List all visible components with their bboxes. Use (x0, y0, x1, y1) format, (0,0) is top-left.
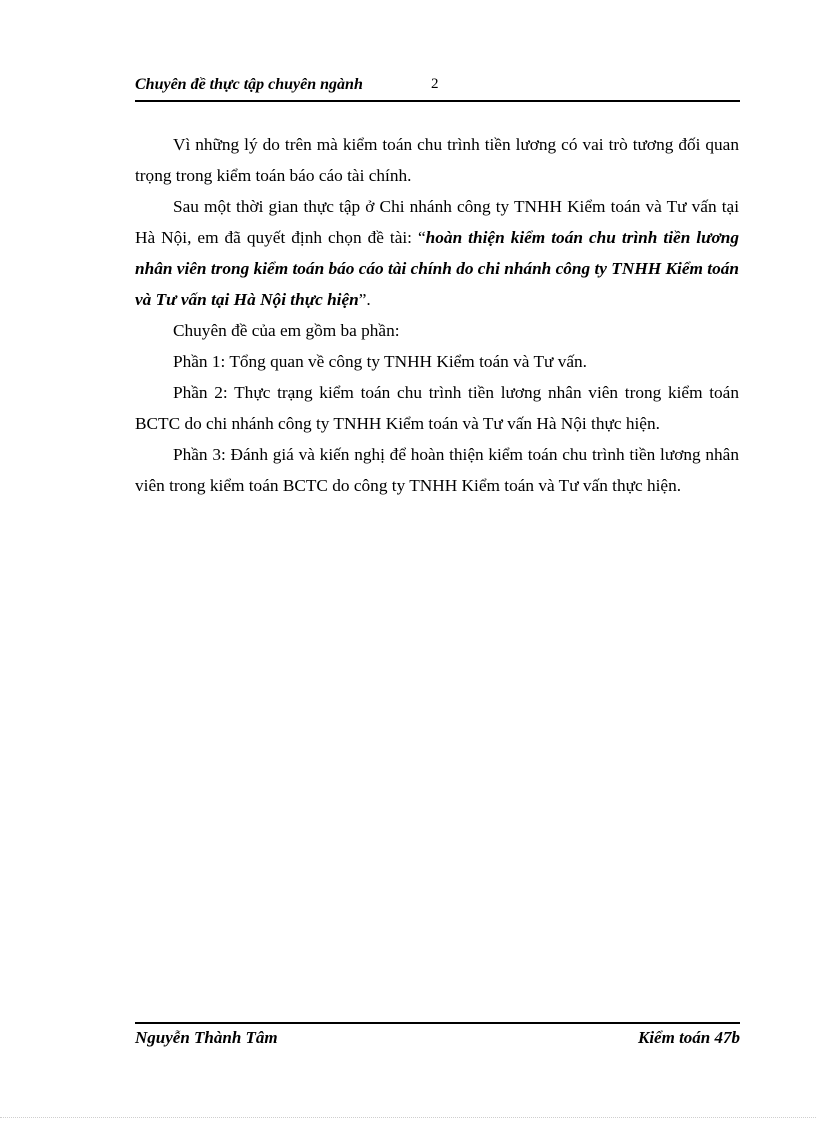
topic-title: hoàn thiện kiểm toán chu trình tiền lương nhân viên trong kiểm toán báo cáo tài chính do chi nhánh công ty TNHH Kiểm toán và Tư vấn tại Hà Nội thực hiện (135, 228, 739, 309)
page-number: 2 (431, 76, 439, 92)
paragraph-structure: Chuyên đề của em gồm ba phần: (173, 321, 400, 340)
paragraph-part-2: Phần 2: Thực trạng kiểm toán chu trình tiền lương nhân viên trong kiểm toán BCTC do chi nhánh công ty TNHH Kiểm toán và Tư vấn Hà Nội thực hiện. (135, 383, 739, 433)
topic-closing-quote: ”. (358, 290, 371, 309)
paragraph-part-3: Phần 3: Đánh giá và kiến nghị để hoàn thiện kiểm toán chu trình tiền lương nhân viên trong kiểm toán BCTC do công ty TNHH Kiểm toán và Tư vấn thực hiện. (135, 445, 739, 495)
footer-class: Kiểm toán 47b (637, 1028, 740, 1047)
page-footer (135, 1022, 740, 1054)
page-header (135, 76, 740, 102)
paragraph-part-1: Phần 1: Tổng quan về công ty TNHH Kiểm toán và Tư vấn. (173, 352, 587, 371)
page-bottom-divider (0, 1117, 816, 1118)
paragraph-topic (135, 191, 739, 315)
topic-lead-text: Sau một thời gian thực tập ở Chi nhánh công ty TNHH Kiểm toán và Tư vấn tại Hà Nội, em đã quyết định chọn đề tài: “ (135, 197, 739, 247)
header-title: Chuyên đề thực tập chuyên ngành (135, 76, 363, 93)
paragraph-intro: Vì những lý do trên mà kiểm toán chu trình tiền lương có vai trò tương đối quan trọng trong kiểm toán báo cáo tài chính. (135, 135, 739, 185)
body-text (135, 129, 739, 501)
footer-author: Nguyễn Thành Tâm (135, 1028, 278, 1047)
